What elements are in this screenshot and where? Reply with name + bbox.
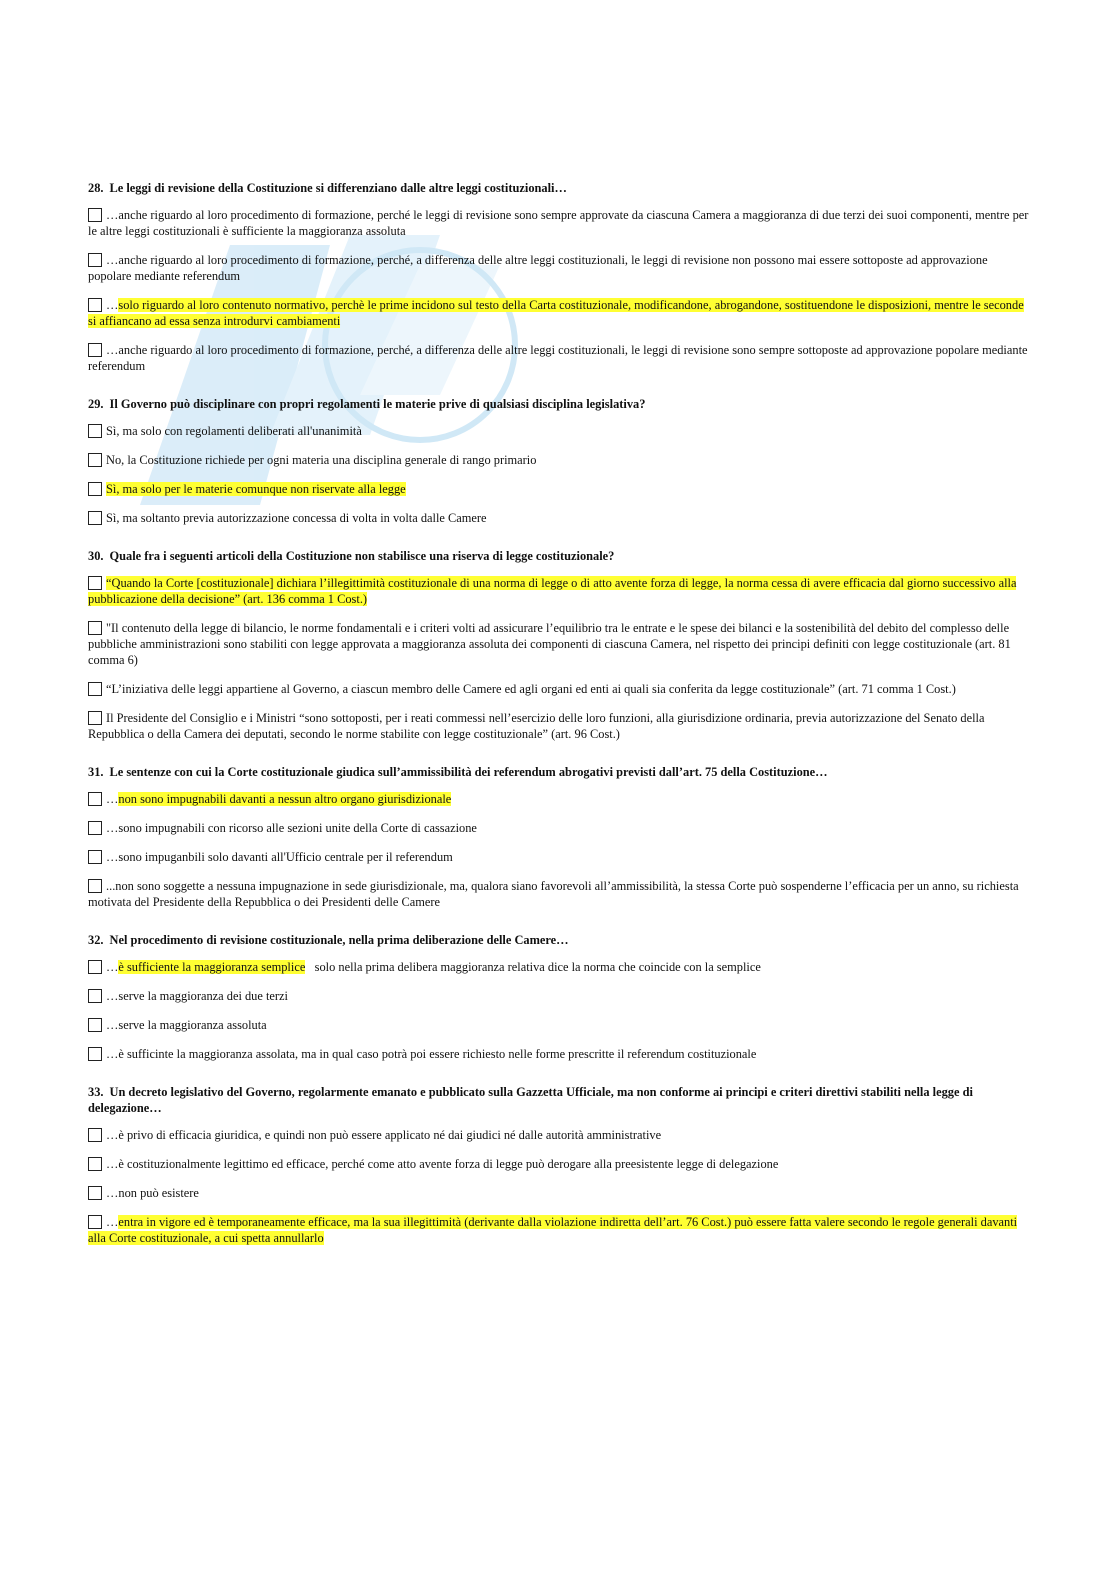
answer-option [88, 791, 1030, 807]
option-text: …è costituzionalmente legittimo ed efficace, perché come atto avente forza di legge può derogare alla preesistente legge di delegazione [106, 1157, 779, 1171]
option-text: No, la Costituzione richiede per ogni materia una disciplina generale di rango primario [106, 453, 537, 467]
option-text: … [106, 792, 119, 806]
question-title [88, 180, 1030, 196]
answer-checkbox[interactable] [88, 1128, 102, 1142]
answer-option [88, 710, 1030, 742]
question-text: Il Governo può disciplinare con propri regolamenti le materie prive di qualsiasi disciplina legislativa? [109, 397, 646, 411]
answer-option [88, 481, 1030, 497]
answer-option [88, 681, 1030, 697]
option-text: ...non sono soggette a nessuna impugnazione in sede giurisdizionale, ma, qualora siano favorevoli all’ammissibilità, la stessa Corte può sospenderne l’efficacia per un anno, su richiesta motivata del Presidente della Repubblica o dei Presidenti delle Camere [88, 879, 1019, 909]
question-block [88, 180, 1030, 374]
answer-checkbox[interactable] [88, 850, 102, 864]
question-text: Un decreto legislativo del Governo, regolarmente emanato e pubblicato sulla Gazzetta Ufficiale, ma non conforme ai principi e criteri direttivi stabiliti nella legge di delegazione… [88, 1085, 973, 1115]
option-text: …serve la maggioranza assoluta [106, 1018, 267, 1032]
answer-option [88, 342, 1030, 374]
option-text: …anche riguardo al loro procedimento di formazione, perché, a differenza delle altre leggi costituzionali, le leggi di revisione non possono mai essere sottoposte ad approvazione popolare mediante referendum [88, 253, 988, 283]
option-text: …anche riguardo al loro procedimento di formazione, perché, a differenza delle altre leggi costituzionali, le leggi di revisione sono sempre sottoposte ad approvazione popolare mediante referendum [88, 343, 1028, 373]
question-text: Le leggi di revisione della Costituzione si differenziano dalle altre leggi costituzionali… [109, 181, 567, 195]
answer-checkbox[interactable] [88, 621, 102, 635]
answer-checkbox[interactable] [88, 1186, 102, 1200]
answer-option [88, 1185, 1030, 1201]
answer-checkbox[interactable] [88, 1215, 102, 1229]
answer-checkbox[interactable] [88, 343, 102, 357]
option-highlighted-text: “Quando la Corte [costituzionale] dichiara l’illegittimità costituzionale di una norma di legge o di atto avente forza di legge, la norma cessa di avere efficacia dal giorno successivo alla pubblicazione della decisione” (art. 136 comma 1 Cost.) [88, 576, 1017, 606]
answer-checkbox[interactable] [88, 989, 102, 1003]
option-highlighted-text: non sono impugnabili davanti a nessun altro organo giurisdizionale [118, 792, 452, 806]
question-block [88, 548, 1030, 742]
question-text: Quale fra i seguenti articoli della Costituzione non stabilisce una riserva di legge costituzionale? [109, 549, 615, 563]
option-text: …serve la maggioranza dei due terzi [106, 989, 288, 1003]
answer-checkbox[interactable] [88, 879, 102, 893]
question-number: 29. [88, 397, 104, 411]
answer-checkbox[interactable] [88, 208, 102, 222]
option-text: "Il contenuto della legge di bilancio, le norme fondamentali e i criteri volti ad assicurare l’equilibrio tra le entrate e le spese dei bilanci e la sostenibilità del debito del complesso delle pubbliche amministrazioni sono stabiliti con legge approvata a maggioranza assoluta dei componenti di ciascuna Camera, nel rispetto dei principi definiti con legge costituzionale (art. 81 comma 6) [88, 621, 1011, 667]
answer-option [88, 207, 1030, 239]
answer-checkbox[interactable] [88, 821, 102, 835]
answer-checkbox[interactable] [88, 253, 102, 267]
option-text: Sì, ma solo con regolamenti deliberati all'unanimità [106, 424, 362, 438]
answer-checkbox[interactable] [88, 711, 102, 725]
question-number: 31. [88, 765, 104, 779]
answer-checkbox[interactable] [88, 960, 102, 974]
question-number: 33. [88, 1085, 104, 1099]
answer-option [88, 510, 1030, 526]
answer-option [88, 988, 1030, 1004]
answer-checkbox[interactable] [88, 298, 102, 312]
answer-option [88, 452, 1030, 468]
question-block [88, 932, 1030, 1062]
answer-checkbox[interactable] [88, 792, 102, 806]
answer-checkbox[interactable] [88, 682, 102, 696]
option-highlighted-text: è sufficiente la maggioranza semplice [118, 960, 306, 974]
answer-option [88, 1017, 1030, 1033]
question-number: 28. [88, 181, 104, 195]
answer-checkbox[interactable] [88, 424, 102, 438]
answer-option [88, 1046, 1030, 1062]
option-text: “L’iniziativa delle leggi appartiene al Governo, a ciascun membro delle Camere ed agli organi ed enti ai quali sia conferita da legge costituzionale” (art. 71 comma 1 Cost.) [106, 682, 956, 696]
question-block [88, 1084, 1030, 1246]
option-text: …è sufficinte la maggioranza assolata, ma in qual caso potrà poi essere richiesto nelle forme prescritte il referendum costituzionale [106, 1047, 757, 1061]
question-text: Nel procedimento di revisione costituzionale, nella prima deliberazione delle Camere… [109, 933, 569, 947]
answer-option [88, 1156, 1030, 1172]
option-text: …non può esistere [106, 1186, 199, 1200]
answer-option [88, 849, 1030, 865]
question-title [88, 1084, 1030, 1116]
option-text: …sono impuganbili solo davanti all'Ufficio centrale per il referendum [106, 850, 453, 864]
answer-checkbox[interactable] [88, 1018, 102, 1032]
option-text: Sì, ma soltanto previa autorizzazione concessa di volta in volta dalle Camere [106, 511, 487, 525]
option-text: … [106, 1215, 119, 1229]
answer-checkbox[interactable] [88, 482, 102, 496]
answer-checkbox[interactable] [88, 576, 102, 590]
question-block [88, 396, 1030, 526]
answer-option [88, 297, 1030, 329]
answer-checkbox[interactable] [88, 511, 102, 525]
option-note-text: solo nella prima delibera maggioranza relativa dice la norma che coincide con la semplice [305, 960, 761, 974]
document-page [88, 180, 1030, 1259]
question-number: 32. [88, 933, 104, 947]
option-text: Il Presidente del Consiglio e i Ministri “sono sottoposti, per i reati commessi nell’esercizio delle loro funzioni, alla giurisdizione ordinaria, previa autorizzazione del Senato della Repubblica o della Camera dei deputati, secondo le norme stabilite con legge costituzionale” (art. 96 Cost.) [88, 711, 985, 741]
question-title [88, 932, 1030, 948]
answer-option [88, 1127, 1030, 1143]
answer-checkbox[interactable] [88, 1047, 102, 1061]
answer-checkbox[interactable] [88, 1157, 102, 1171]
question-block [88, 764, 1030, 910]
answer-option [88, 575, 1030, 607]
answer-option [88, 1214, 1030, 1246]
question-title [88, 548, 1030, 564]
option-highlighted-text: solo riguardo al loro contenuto normativo, perchè le prime incidono sul testo della Carta costituzionale, modificandone, abrogandone, sostituendone le disposizioni, mentre le seconde si affiancano ad essa senza introdurvi cambiamenti [88, 298, 1024, 328]
answer-option [88, 252, 1030, 284]
answer-option [88, 423, 1030, 439]
question-number: 30. [88, 549, 104, 563]
answer-option [88, 620, 1030, 668]
answer-option [88, 820, 1030, 836]
option-highlighted-text: Sì, ma solo per le materie comunque non riservate alla legge [106, 482, 406, 496]
question-title [88, 764, 1030, 780]
option-text: … [106, 298, 119, 312]
answer-option [88, 959, 1030, 975]
answer-option [88, 878, 1030, 910]
question-text: Le sentenze con cui la Corte costituzionale giudica sull’ammissibilità dei referendum abrogativi previsti dall’art. 75 della Costituzione… [109, 765, 828, 779]
option-highlighted-text: entra in vigore ed è temporaneamente efficace, ma la sua illegittimità (derivante dalla violazione indiretta dell’art. 76 Cost.) può essere fatta valere secondo le regole generali davanti alla Corte costituzionale, a cui spetta annullarlo [88, 1215, 1018, 1245]
answer-checkbox[interactable] [88, 453, 102, 467]
option-text: …sono impugnabili con ricorso alle sezioni unite della Corte di cassazione [106, 821, 477, 835]
question-title [88, 396, 1030, 412]
option-text: …è privo di efficacia giuridica, e quindi non può essere applicato né dai giudici né dalle autorità amministrative [106, 1128, 662, 1142]
option-text: … [106, 960, 119, 974]
option-text: …anche riguardo al loro procedimento di formazione, perché le leggi di revisione sono sempre approvate da ciascuna Camera a maggioranza di due terzi dei suoi componenti, mentre per le altre leggi costituzionali è sufficiente la maggioranza assoluta [88, 208, 1029, 238]
